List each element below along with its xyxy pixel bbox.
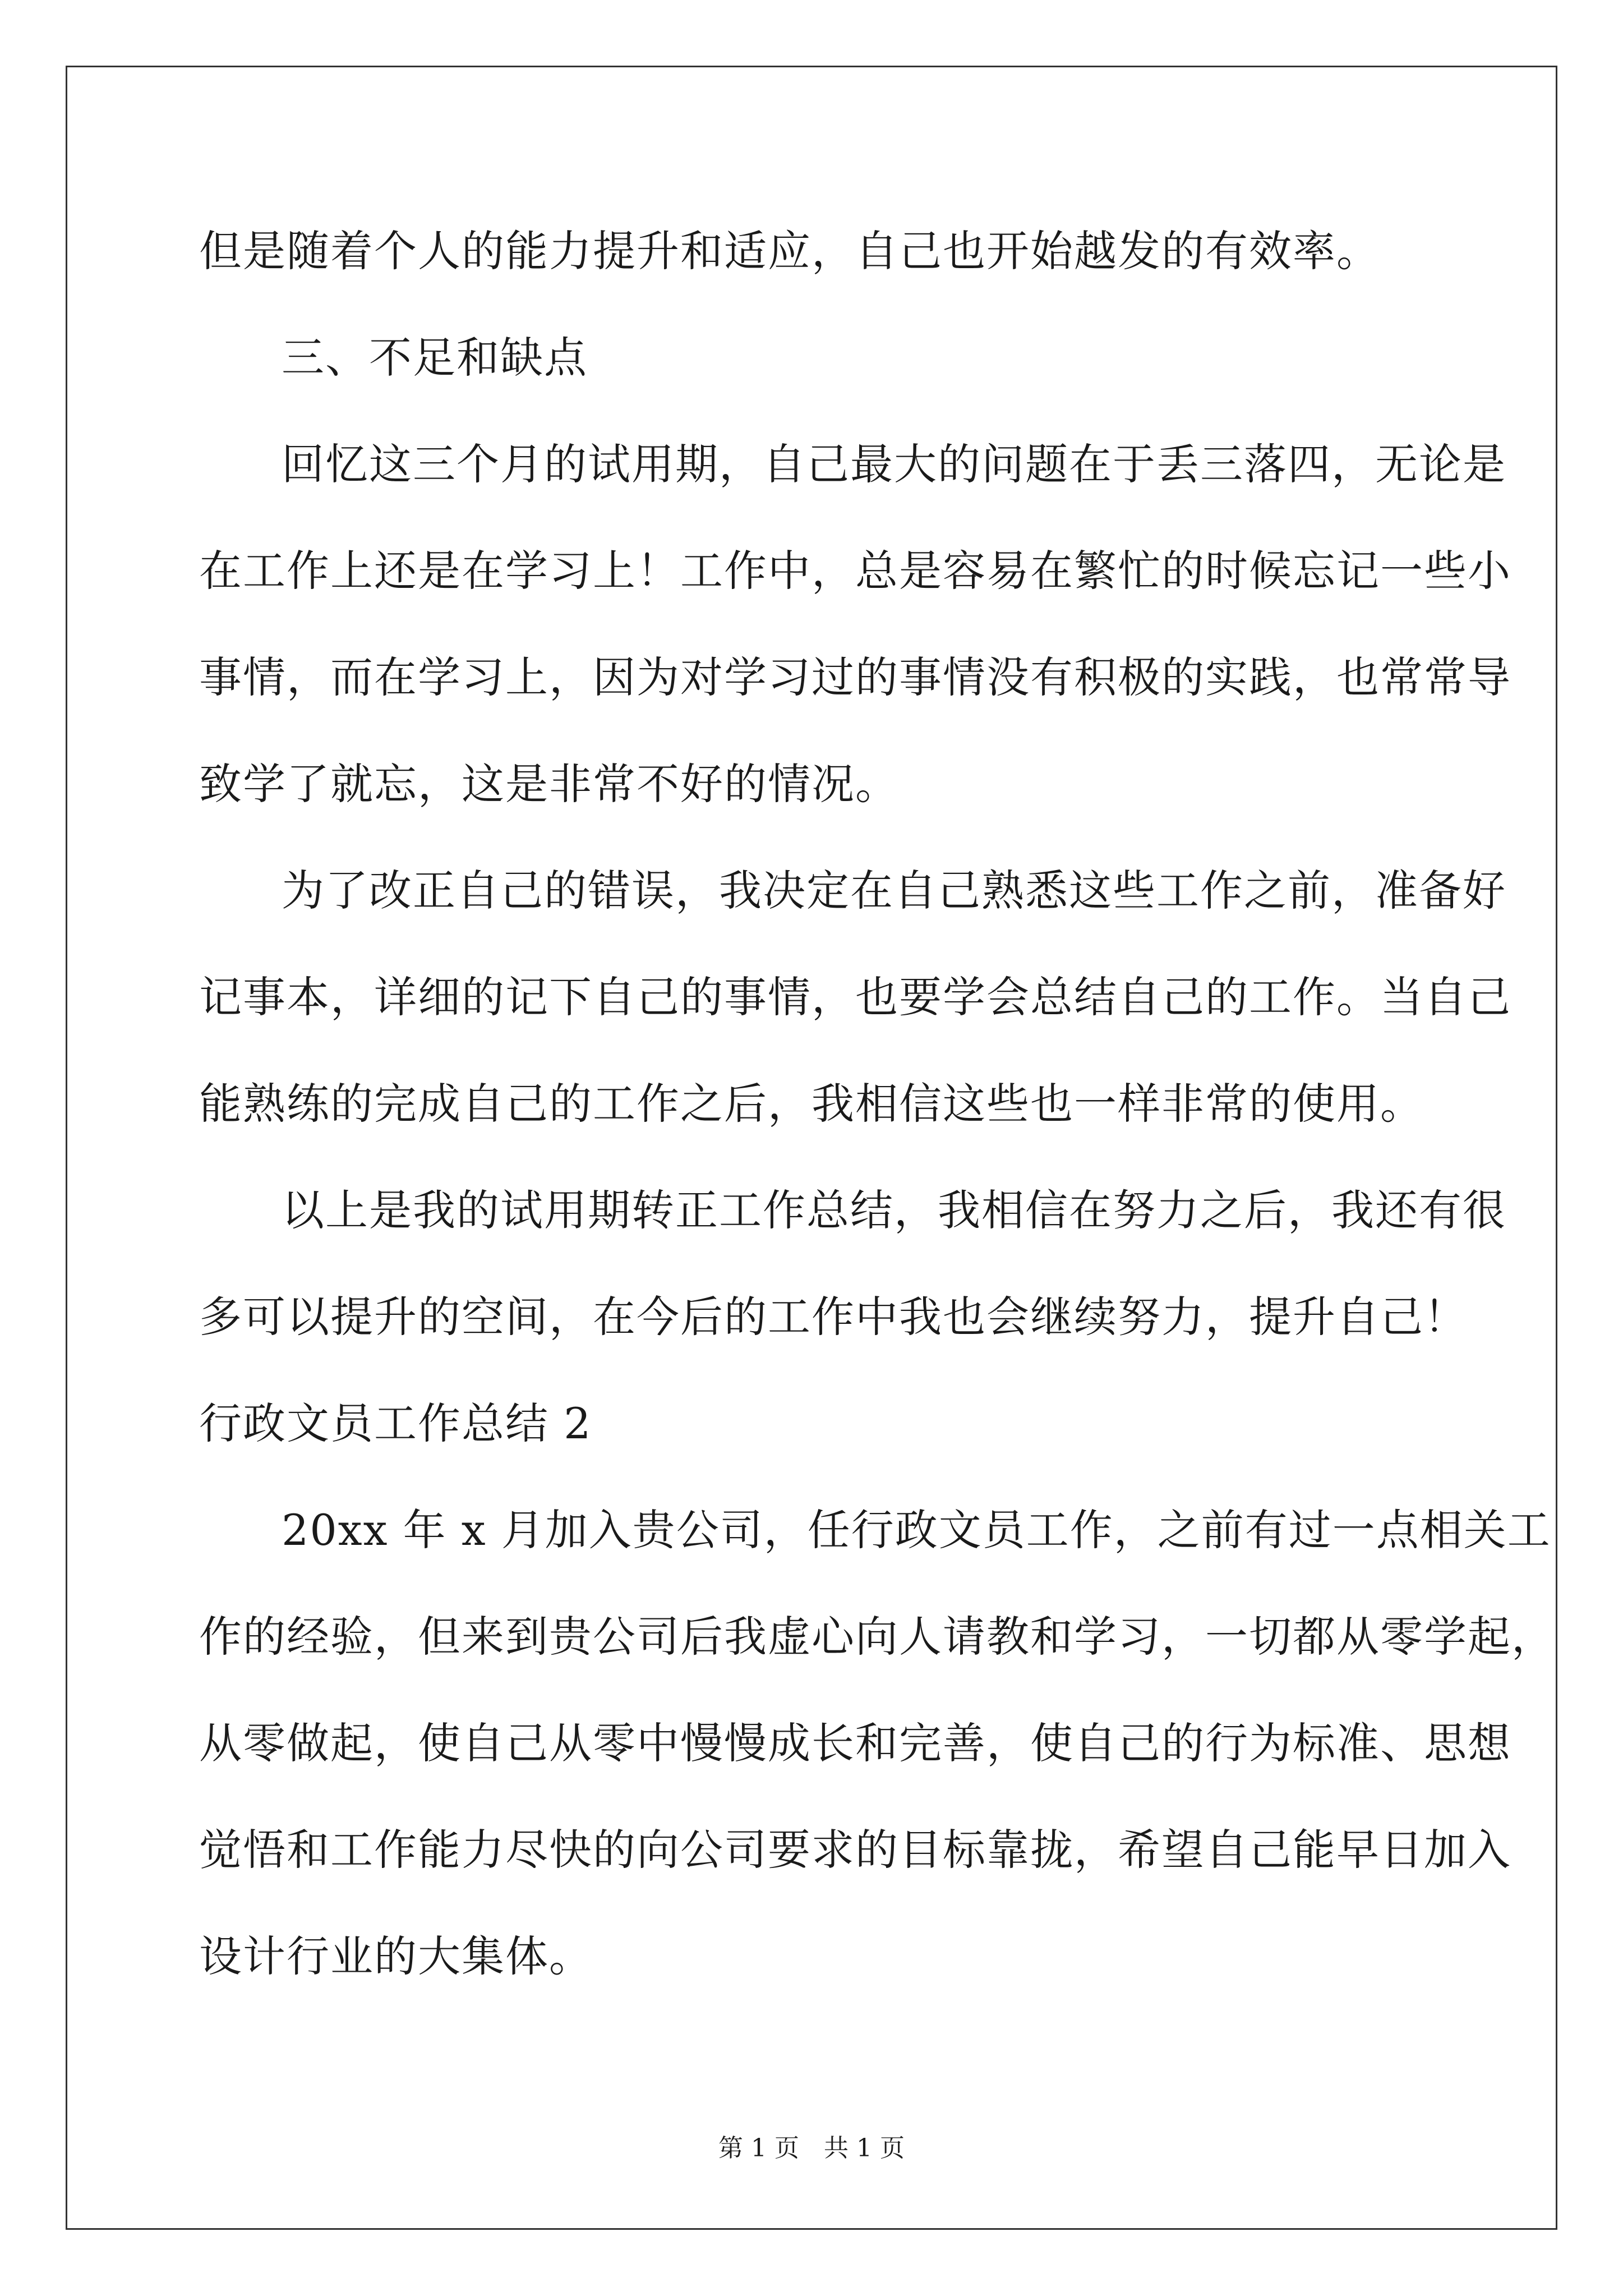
paragraph-line: 但是随着个人的能力提升和适应，自己也开始越发的有效率。: [199, 226, 1380, 276]
page-border: [66, 66, 1557, 2230]
paragraph-line: 20xx 年 x 月加入贵公司，任行政文员工作，之前有过一点相关工: [282, 1505, 1551, 1555]
paragraph-line: 多可以提升的空间，在今后的工作中我也会继续努力，提升自己！: [199, 1292, 1468, 1342]
paragraph-line: 事情，而在学习上，因为对学习过的事情没有积极的实践，也常常导: [199, 652, 1511, 702]
section-heading: 三、不足和缺点: [282, 333, 588, 383]
paragraph-line: 能熟练的完成自己的工作之后，我相信这些也一样非常的使用。: [199, 1079, 1424, 1129]
paragraph-line: 记事本，详细的记下自己的事情，也要学会总结自己的工作。当自己: [199, 972, 1511, 1022]
paragraph-line: 设计行业的大集体。: [199, 1931, 593, 1981]
paragraph-line: 回忆这三个月的试用期，自己最大的问题在于丢三落四，无论是: [282, 439, 1506, 489]
paragraph-line: 致学了就忘，这是非常不好的情况。: [199, 759, 899, 809]
paragraph-line: 觉悟和工作能力尽快的向公司要求的目标靠拢，希望自己能早日加入: [199, 1825, 1511, 1875]
paragraph-line: 为了改正自己的错误，我决定在自己熟悉这些工作之前，准备好: [282, 866, 1506, 915]
paragraph-line: 从零做起，使自己从零中慢慢成长和完善，使自己的行为标准、思想: [199, 1718, 1511, 1768]
paragraph-line: 作的经验，但来到贵公司后我虚心向人请教和学习，一切都从零学起，: [199, 1612, 1555, 1662]
document-title: 行政文员工作总结 2: [199, 1398, 592, 1448]
paragraph-line: 以上是我的试用期转正工作总结，我相信在努力之后，我还有很: [282, 1185, 1506, 1235]
page-footer: 第 1 页 共 1 页: [718, 2134, 905, 2162]
paragraph-line: 在工作上还是在学习上！工作中，总是容易在繁忙的时候忘记一些小: [199, 546, 1511, 596]
